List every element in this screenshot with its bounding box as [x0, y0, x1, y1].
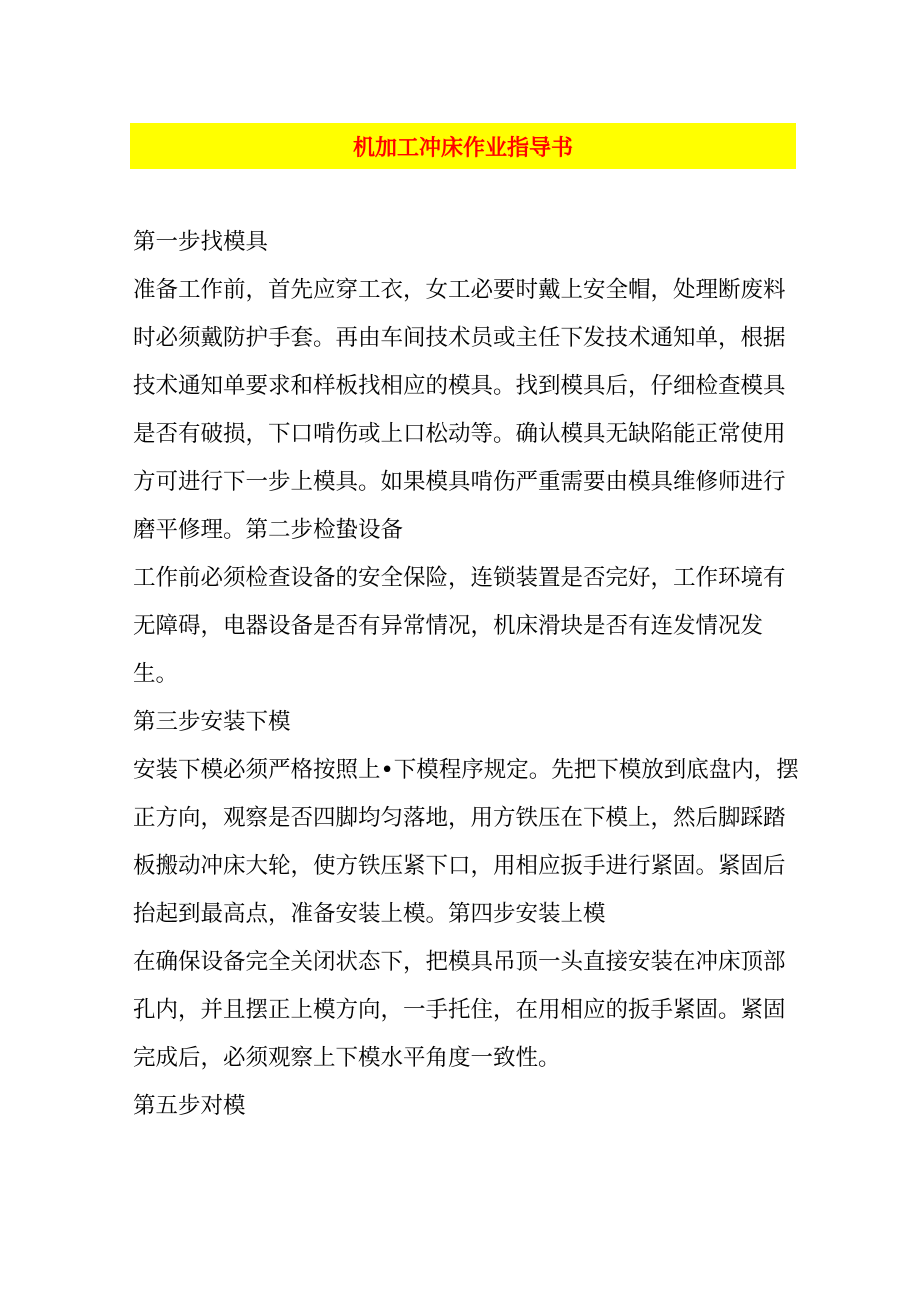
document-title: 机加工冲床作业指导书: [352, 135, 573, 161]
step-heading: 第五步对模: [133, 1093, 246, 1119]
title-banner: [130, 123, 796, 169]
body-paragraph: 在确保设备完全关闭状态下，把模具吊顶一头直接安装在冲床顶部孔内，并且摆正上模方向，一手托住，在用相应的扳手紧固。紧固完成后，必须观察上下模水平角度一致性。: [133, 949, 786, 1071]
body-paragraph: 工作前必须检查设备的安全保险，连锁装置是否完好，工作环境有无障碍，电器设备是否有异常情况，机床滑块是否有连发情况发生。: [133, 565, 786, 687]
body-paragraph: 安装下模必须严格按照上•下模程序规定。先把下模放到底盘内，摆正方向，观察是否四脚均匀落地，用方铁压在下模上，然后脚踩踏板搬动冲床大轮，使方铁压紧下口，用相应扳手进行紧固。紧固后抬起到最高点，准备安装上模。第四步安装上模: [133, 757, 799, 927]
document-body: [133, 218, 803, 1130]
step-heading: 第一步找模具: [133, 229, 269, 255]
step-heading: 第三步安装下模: [133, 709, 291, 735]
body-paragraph: 准备工作前，首先应穿工衣，女工必要时戴上安全帽，处理断废料时必须戴防护手套。再由车间技术员或主任下发技术通知单，根据技术通知单要求和样板找相应的模具。找到模具后，仔细检查模具是否有破损，下口啃伤或上口松动等。确认模具无缺陷能正常使用方可进行下一步上模具。如果模具啃伤严重需要由模具维修师进行磨平修理。第二步检蛰设备: [133, 277, 786, 543]
